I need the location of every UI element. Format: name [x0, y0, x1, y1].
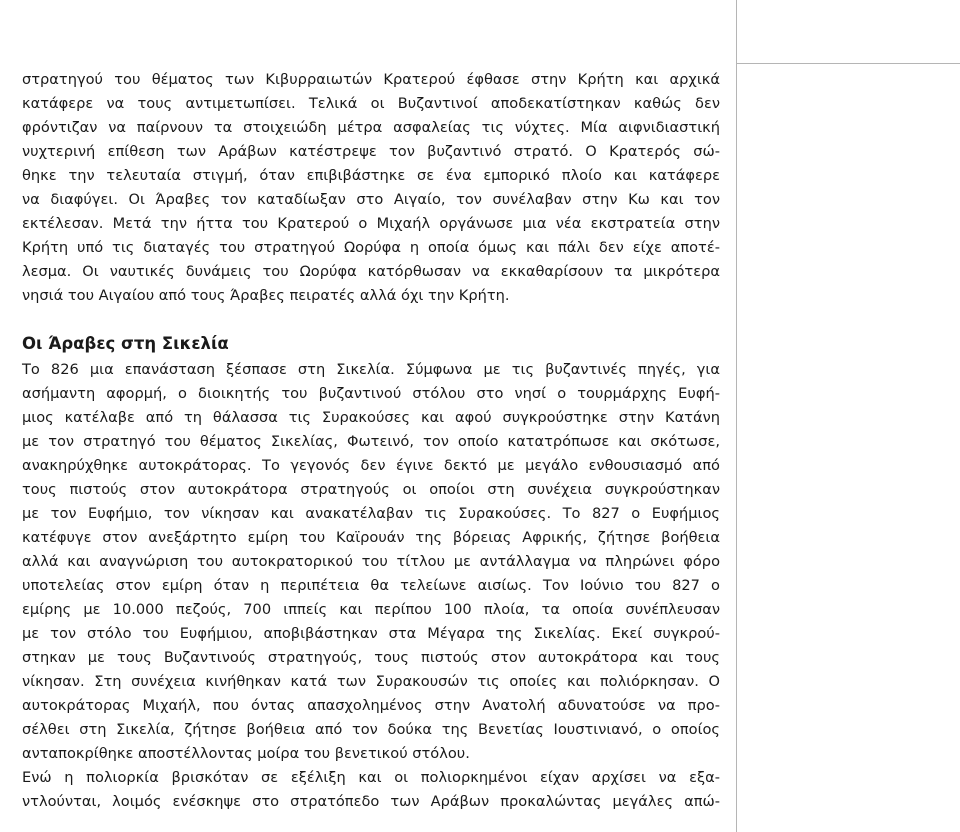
text-line: νυχτερινή επίθεση των Αράβων κατέστρεψε τον βυζαντινό στρατό. Ο Κρατερός σώ- — [22, 143, 720, 160]
text-line: τους πιστούς στον αυτοκράτορα στρατηγούς οι οποίοι στη συνέχεια συγκρούστηκαν — [22, 481, 720, 498]
section-heading: Οι Άραβες στη Σικελία — [22, 334, 229, 353]
text-line: ανακηρύχθηκε αυτοκράτορας. Το γεγονός δεν έγινε δεκτό με μεγάλο ενθουσιασμό από — [22, 457, 720, 474]
text-column — [22, 68, 720, 814]
text-line: λεσμα. Οι ναυτικές δυνάμεις του Ωορύφα κατόρθωσαν να εκκαθαρίσουν τα μικρότερα — [22, 263, 720, 280]
paragraph-sicily — [22, 358, 720, 766]
text-line: στηκαν με τους Βυζαντινούς στρατηγούς, τους πιστούς στον αυτοκράτορα και τους — [22, 649, 720, 666]
paragraph-crete — [22, 68, 720, 308]
text-line: μιος κατέλαβε από τη θάλασσα τις Συρακούσες και αφού συγκρούστηκε στην Κατάνη — [22, 409, 720, 426]
margin-divider-horizontal — [736, 63, 960, 64]
margin-divider-vertical — [736, 0, 737, 832]
text-line: ασήμαντη αφορμή, ο διοικητής του βυζαντινού στόλου στο νησί ο τουρμάρχης Ευφή- — [22, 385, 720, 402]
text-line: νησιά του Αιγαίου από τους Άραβες πειρατές αλλά όχι την Κρήτη. — [22, 287, 510, 304]
text-line: με τον στόλο του Ευφήμιου, αποβιβάστηκαν στα Μέγαρα της Σικελίας. Εκεί συγκρού- — [22, 625, 720, 642]
text-line: ντλούνται, λοιμός ενέσκηψε στο στρατόπεδο των Αράβων προκαλώντας μεγάλες απώ- — [22, 793, 720, 810]
text-line: με τον στρατηγό του θέματος Σικελίας, Φωτεινό, τον οποίο κατατρόπωσε και σκότωσε, — [22, 433, 720, 450]
text-line: Κρήτη υπό τις διαταγές του στρατηγού Ωορύφα η οποία όμως και πάλι δεν είχε αποτέ- — [22, 239, 720, 256]
text-line: εκτέλεσαν. Μετά την ήττα του Κρατερού ο Μιχαήλ οργάνωσε μια νέα εκστρατεία στην — [22, 215, 720, 232]
text-line: υποτελείας στον εμίρη όταν η περιπέτεια θα τελείωνε αισίως. Τον Ιούνιο του 827 ο — [22, 577, 720, 594]
text-line: σέλθει στη Σικελία, ζήτησε βοήθεια από τον δούκα της Βενετίας Ιουστινιανό, ο οποίος — [22, 721, 720, 738]
text-line: στρατηγού του θέματος των Κιβυρραιωτών Κρατερού έφθασε στην Κρήτη και αρχικά — [22, 71, 720, 88]
section-spacer — [22, 308, 720, 330]
text-line: φρόντιζαν να παίρνουν τα στοιχειώδη μέτρα ασφαλείας τις νύχτες. Μία αιφνιδιαστική — [22, 119, 720, 136]
text-line: κατάφερε να τους αντιμετωπίσει. Τελικά οι Βυζαντινοί αποδεκατίστηκαν καθώς δεν — [22, 95, 720, 112]
text-line: με τον Ευφήμιο, τον νίκησαν και ανακατέλαβαν τις Συρακούσες. Το 827 ο Ευφήμιος — [22, 505, 720, 522]
text-line: κατέφυγε στον ανεξάρτητο εμίρη του Καϊρουάν της βόρειας Αφρικής, ζήτησε βοήθεια — [22, 529, 720, 546]
text-line: αλλά και αναγνώριση του αυτοκρατορικού του τίτλου με αντάλλαγμα να πληρώνει φόρο — [22, 553, 720, 570]
text-line: Το 826 μια επανάσταση ξέσπασε στη Σικελία. Σύμφωνα με τις βυζαντινές πηγές, για — [22, 361, 720, 378]
text-line: αυτοκράτορας Μιχαήλ, που όντας απασχολημένος στην Ανατολή αδυνατούσε να προ- — [22, 697, 720, 714]
text-line: εμίρης με 10.000 πεζούς, 700 ιππείς και περίπου 100 πλοία, τα οποία συνέπλευσαν — [22, 601, 720, 618]
text-line: ανταποκρίθηκε αποστέλλοντας μοίρα του βενετικού στόλου. — [22, 745, 470, 762]
text-line: Ενώ η πολιορκία βρισκόταν σε εξέλιξη και οι πολιορκημένοι είχαν αρχίσει να εξα- — [22, 769, 720, 786]
text-line: να διαφύγει. Οι Άραβες τον καταδίωξαν στο Αιγαίο, τον συνέλαβαν στην Κω και τον — [22, 191, 720, 208]
text-line: νίκησαν. Στη συνέχεια κινήθηκαν κατά των Συρακουσών τις οποίες και πολιόρκησαν. Ο — [22, 673, 720, 690]
paragraph-siege — [22, 766, 720, 814]
text-line: θηκε την τελευταία στιγμή, όταν επιβιβάστηκε σε ένα εμπορικό πλοίο και κατάφερε — [22, 167, 720, 184]
